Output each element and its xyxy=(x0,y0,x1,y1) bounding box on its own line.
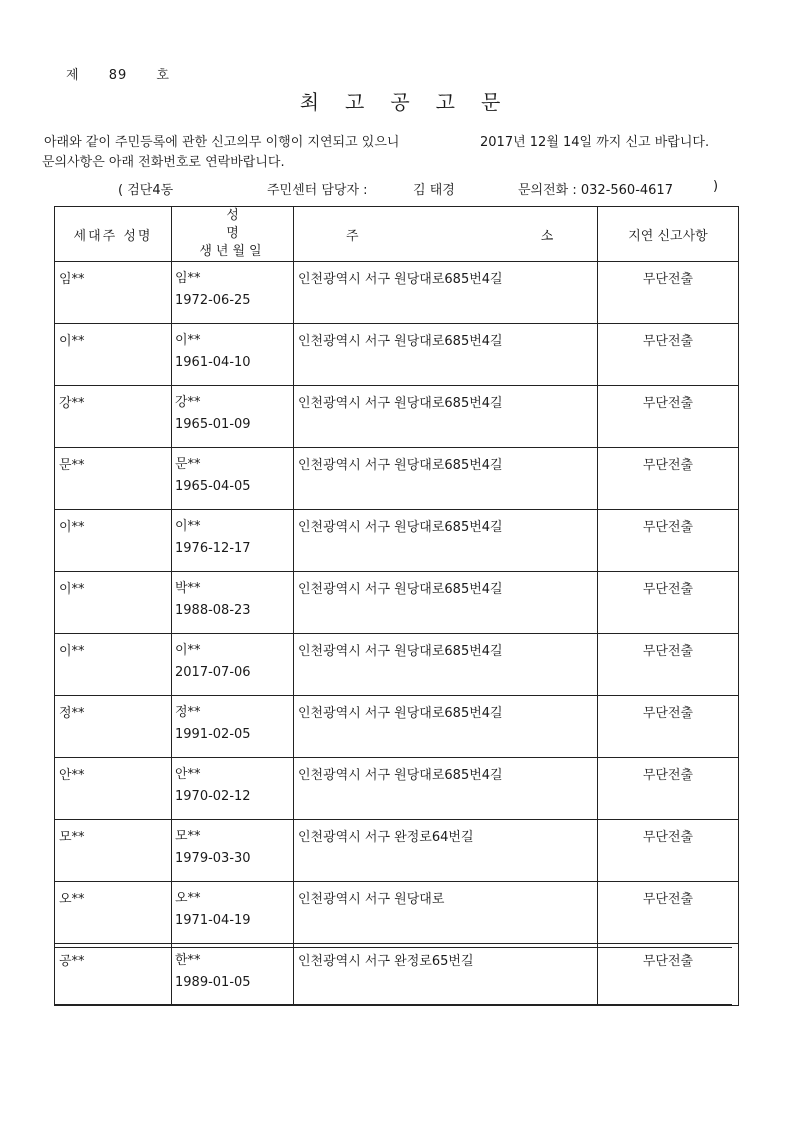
cell-person xyxy=(172,820,294,882)
contact-close: ) xyxy=(713,179,719,194)
householder-name: 이** xyxy=(59,520,85,535)
delay-status: 무단전출 xyxy=(642,706,694,721)
cell-delay xyxy=(598,634,739,696)
intro-text: 아래와 같이 주민등록에 관한 신고의무 이행이 지연되고 있으니 xyxy=(44,135,400,150)
table-row xyxy=(55,448,739,510)
contact-dong: ( 검단4동 xyxy=(118,183,174,198)
householder-name: 이** xyxy=(59,644,85,659)
person-dob: 1965-01-09 xyxy=(175,417,251,432)
delay-status: 무단전출 xyxy=(642,644,694,659)
cell-householder xyxy=(55,882,172,944)
cell-address xyxy=(294,448,598,510)
table-row xyxy=(55,634,739,696)
person-name: 정** xyxy=(175,705,201,720)
cell-address xyxy=(294,262,598,324)
cell-householder xyxy=(55,696,172,758)
contact-office: 주민센터 담당자 : xyxy=(267,183,368,198)
address-text: 인천광역시 서구 완정로64번길 xyxy=(298,830,474,845)
cell-householder xyxy=(55,634,172,696)
cell-address xyxy=(294,696,598,758)
table-row xyxy=(55,758,739,820)
person-dob: 1991-02-05 xyxy=(175,727,251,742)
cell-address xyxy=(294,572,598,634)
person-dob: 1979-03-30 xyxy=(175,851,251,866)
header-householder: 세대주 성명 xyxy=(55,207,172,262)
cell-person xyxy=(172,634,294,696)
cell-address xyxy=(294,944,598,1006)
person-dob: 1976-12-17 xyxy=(175,541,251,556)
table-row xyxy=(55,944,739,1006)
delay-status: 무단전출 xyxy=(642,272,694,287)
intro-deadline: 2017년 12월 14일 까지 신고 바랍니다. xyxy=(480,135,710,150)
intro-line-1 xyxy=(44,131,710,150)
cell-householder xyxy=(55,758,172,820)
cell-person xyxy=(172,572,294,634)
delay-status: 무단전출 xyxy=(642,768,694,783)
blank-line-2 xyxy=(54,1004,732,1005)
delay-status: 무단전출 xyxy=(642,892,694,907)
cell-delay xyxy=(598,696,739,758)
person-name: 오** xyxy=(175,891,201,906)
cell-address xyxy=(294,386,598,448)
address-text: 인천광역시 서구 원당대로 xyxy=(298,892,445,907)
header-person-dob: 생년월일 xyxy=(199,244,266,259)
cell-householder xyxy=(55,262,172,324)
contact-phone: 문의전화 : 032-560-4617 xyxy=(518,183,673,198)
cell-person xyxy=(172,386,294,448)
person-name: 임** xyxy=(175,271,201,286)
person-dob: 1970-02-12 xyxy=(175,789,251,804)
person-dob: 2017-07-06 xyxy=(175,665,251,680)
delay-status: 무단전출 xyxy=(642,520,694,535)
person-name: 문** xyxy=(175,457,201,472)
table-row xyxy=(55,324,739,386)
notice-table xyxy=(54,206,739,1006)
cell-address xyxy=(294,324,598,386)
contact-officer: 김 태경 xyxy=(413,183,455,198)
person-name: 이** xyxy=(175,519,201,534)
delay-status: 무단전출 xyxy=(642,458,694,473)
cell-person xyxy=(172,262,294,324)
householder-name: 공** xyxy=(59,954,85,969)
table-row xyxy=(55,510,739,572)
header-person xyxy=(172,207,294,262)
cell-householder xyxy=(55,944,172,1006)
cell-person xyxy=(172,324,294,386)
address-text: 인천광역시 서구 원당대로685번4길 xyxy=(298,272,503,287)
delay-status: 무단전출 xyxy=(642,582,694,597)
cell-delay xyxy=(598,262,739,324)
cell-person xyxy=(172,448,294,510)
address-text: 인천광역시 서구 완정로65번길 xyxy=(298,954,474,969)
householder-name: 이** xyxy=(59,582,85,597)
householder-name: 강** xyxy=(59,396,85,411)
header-person-name: 성명 xyxy=(226,208,287,241)
table-row xyxy=(55,696,739,758)
address-text: 인천광역시 서구 원당대로685번4길 xyxy=(298,396,503,411)
delay-status: 무단전출 xyxy=(642,334,694,349)
cell-person xyxy=(172,510,294,572)
cell-address xyxy=(294,882,598,944)
householder-name: 이** xyxy=(59,334,85,349)
person-name: 강** xyxy=(175,395,201,410)
delay-status: 무단전출 xyxy=(642,954,694,969)
householder-name: 안** xyxy=(59,768,85,783)
address-text: 인천광역시 서구 원당대로685번4길 xyxy=(298,582,503,597)
cell-delay xyxy=(598,944,739,1006)
householder-name: 문** xyxy=(59,458,85,473)
person-dob: 1972-06-25 xyxy=(175,293,251,308)
person-dob: 1961-04-10 xyxy=(175,355,251,370)
person-name: 안** xyxy=(175,767,201,782)
person-dob: 1971-04-19 xyxy=(175,913,251,928)
cell-householder xyxy=(55,448,172,510)
cell-delay xyxy=(598,882,739,944)
householder-name: 모** xyxy=(59,830,85,845)
header-delay: 지연 신고사항 xyxy=(598,207,739,262)
person-dob: 1989-01-05 xyxy=(175,975,251,990)
cell-delay xyxy=(598,820,739,882)
cell-householder xyxy=(55,386,172,448)
cell-address xyxy=(294,820,598,882)
cell-address xyxy=(294,758,598,820)
table-body xyxy=(55,262,739,1006)
person-name: 한** xyxy=(175,953,201,968)
address-text: 인천광역시 서구 원당대로685번4길 xyxy=(298,334,503,349)
cell-delay xyxy=(598,386,739,448)
address-text: 인천광역시 서구 원당대로685번4길 xyxy=(298,644,503,659)
person-dob: 1988-08-23 xyxy=(175,603,251,618)
cell-address xyxy=(294,634,598,696)
address-text: 인천광역시 서구 원당대로685번4길 xyxy=(298,458,503,473)
delay-status: 무단전출 xyxy=(642,396,694,411)
page-title: 최고공고문 xyxy=(299,90,527,114)
cell-householder xyxy=(55,820,172,882)
householder-name: 정** xyxy=(59,706,85,721)
cell-householder xyxy=(55,572,172,634)
address-text: 인천광역시 서구 원당대로685번4길 xyxy=(298,520,503,535)
cell-person xyxy=(172,882,294,944)
cell-householder xyxy=(55,510,172,572)
cell-householder xyxy=(55,324,172,386)
address-text: 인천광역시 서구 원당대로685번4길 xyxy=(298,768,503,783)
table-row xyxy=(55,820,739,882)
header-address xyxy=(294,207,598,262)
table-row xyxy=(55,882,739,944)
table-header-row xyxy=(55,207,739,262)
intro-line-2: 문의사항은 아래 전화번호로 연락바랍니다. xyxy=(42,155,285,170)
householder-name: 임** xyxy=(59,272,85,287)
householder-name: 오** xyxy=(59,892,85,907)
person-name: 박** xyxy=(175,581,201,596)
table-row xyxy=(55,262,739,324)
person-name: 이** xyxy=(175,333,201,348)
table-row xyxy=(55,386,739,448)
header-address-right: 소 xyxy=(540,228,554,244)
person-dob: 1965-04-05 xyxy=(175,479,251,494)
blank-line-1 xyxy=(54,947,732,948)
table-row xyxy=(55,572,739,634)
cell-address xyxy=(294,510,598,572)
header-address-left: 주 xyxy=(346,228,359,244)
cell-delay xyxy=(598,448,739,510)
cell-delay xyxy=(598,572,739,634)
cell-delay xyxy=(598,758,739,820)
delay-status: 무단전출 xyxy=(642,830,694,845)
person-name: 모** xyxy=(175,829,201,844)
cell-person xyxy=(172,758,294,820)
issue-number: 제 89 호 xyxy=(66,68,170,83)
cell-person xyxy=(172,696,294,758)
person-name: 이** xyxy=(175,643,201,658)
address-text: 인천광역시 서구 원당대로685번4길 xyxy=(298,706,503,721)
cell-delay xyxy=(598,324,739,386)
cell-person xyxy=(172,944,294,1006)
cell-delay xyxy=(598,510,739,572)
